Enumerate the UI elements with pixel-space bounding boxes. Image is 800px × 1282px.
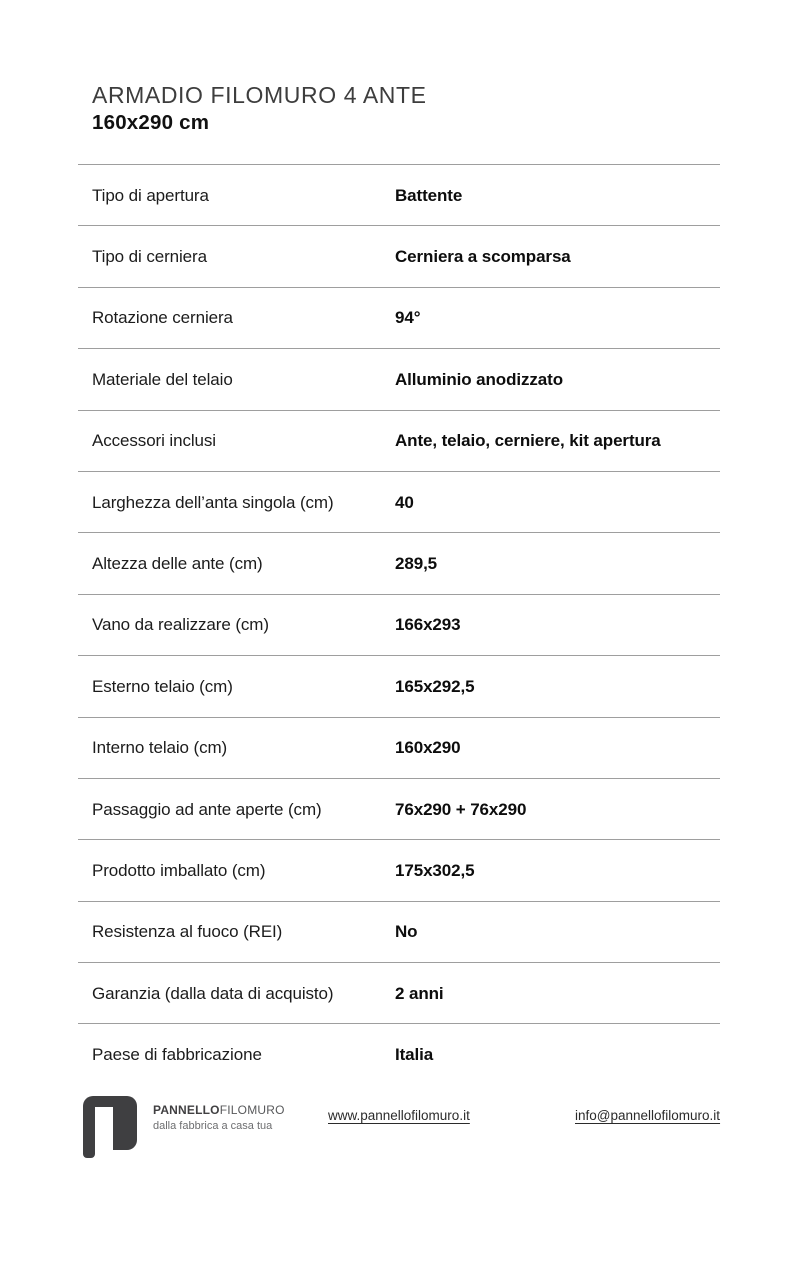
spec-value: Ante, telaio, cerniere, kit apertura — [395, 431, 661, 451]
page-subtitle: 160x290 cm — [92, 111, 210, 134]
spec-row-interno-telaio — [78, 718, 720, 779]
spec-label: Accessori inclusi — [92, 431, 216, 451]
spec-value: 160x290 — [395, 738, 461, 758]
spec-label: Altezza delle ante (cm) — [92, 554, 263, 574]
spec-value: 40 — [395, 492, 414, 512]
website-link[interactable]: www.pannellofilomuro.it — [328, 1108, 470, 1123]
spec-value: 76x290 + 76x290 — [395, 799, 527, 819]
spec-row-larghezza-anta — [78, 472, 720, 533]
spec-label: Tipo di apertura — [92, 185, 209, 205]
brand-name-bold: PANNELLO — [153, 1103, 220, 1117]
spec-label: Tipo di cerniera — [92, 247, 207, 267]
spec-row-altezza-ante — [78, 533, 720, 594]
spec-value: 289,5 — [395, 554, 438, 574]
spec-label: Passaggio ad ante aperte (cm) — [92, 799, 322, 819]
spec-value: 2 anni — [395, 983, 444, 1003]
spec-row-resistenza-fuoco — [78, 902, 720, 963]
spec-label: Prodotto imballato (cm) — [92, 860, 266, 880]
spec-row-tipo-apertura — [78, 165, 720, 226]
spec-label: Paese di fabbricazione — [92, 1045, 262, 1065]
spec-label: Rotazione cerniera — [92, 308, 233, 328]
spec-row-garanzia — [78, 963, 720, 1024]
footer-brand — [80, 1096, 285, 1160]
spec-row-accessori-inclusi — [78, 411, 720, 472]
spec-row-paese-fabbricazione — [78, 1024, 720, 1085]
open-door-logo-icon — [80, 1096, 140, 1160]
spec-row-vano-da-realizzare — [78, 595, 720, 656]
page-title: ARMADIO FILOMURO 4 ANTE — [92, 82, 427, 108]
spec-label: Resistenza al fuoco (REI) — [92, 922, 283, 942]
spec-label: Interno telaio (cm) — [92, 738, 228, 758]
spec-row-prodotto-imballato — [78, 840, 720, 901]
spec-value: 175x302,5 — [395, 860, 475, 880]
spec-row-passaggio-ante-aperte — [78, 779, 720, 840]
spec-value: 166x293 — [395, 615, 461, 635]
spec-label: Vano da realizzare (cm) — [92, 615, 269, 635]
spec-row-tipo-cerniera — [78, 226, 720, 287]
spec-label: Garanzia (dalla data di acquisto) — [92, 983, 334, 1003]
brand-name-light: FILOMURO — [219, 1103, 285, 1117]
spec-table — [78, 164, 720, 1085]
spec-row-rotazione-cerniera — [78, 288, 720, 349]
spec-label: Larghezza dell’anta singola (cm) — [92, 492, 334, 512]
spec-label: Esterno telaio (cm) — [92, 676, 233, 696]
spec-value: 94° — [395, 308, 421, 328]
email-link[interactable]: info@pannellofilomuro.it — [575, 1108, 721, 1123]
spec-value: Cerniera a scomparsa — [395, 247, 571, 267]
spec-value: 165x292,5 — [395, 676, 475, 696]
spec-value: Alluminio anodizzato — [395, 369, 563, 389]
spec-value: Italia — [395, 1045, 434, 1065]
spec-label: Materiale del telaio — [92, 369, 233, 389]
spec-row-esterno-telaio — [78, 656, 720, 717]
spec-row-materiale-telaio — [78, 349, 720, 410]
spec-value: Battente — [395, 185, 463, 205]
brand-name — [153, 1103, 285, 1117]
brand-text — [153, 1096, 285, 1132]
brand-tagline: dalla fabbrica a casa tua — [153, 1120, 273, 1132]
spec-value: No — [395, 922, 418, 942]
